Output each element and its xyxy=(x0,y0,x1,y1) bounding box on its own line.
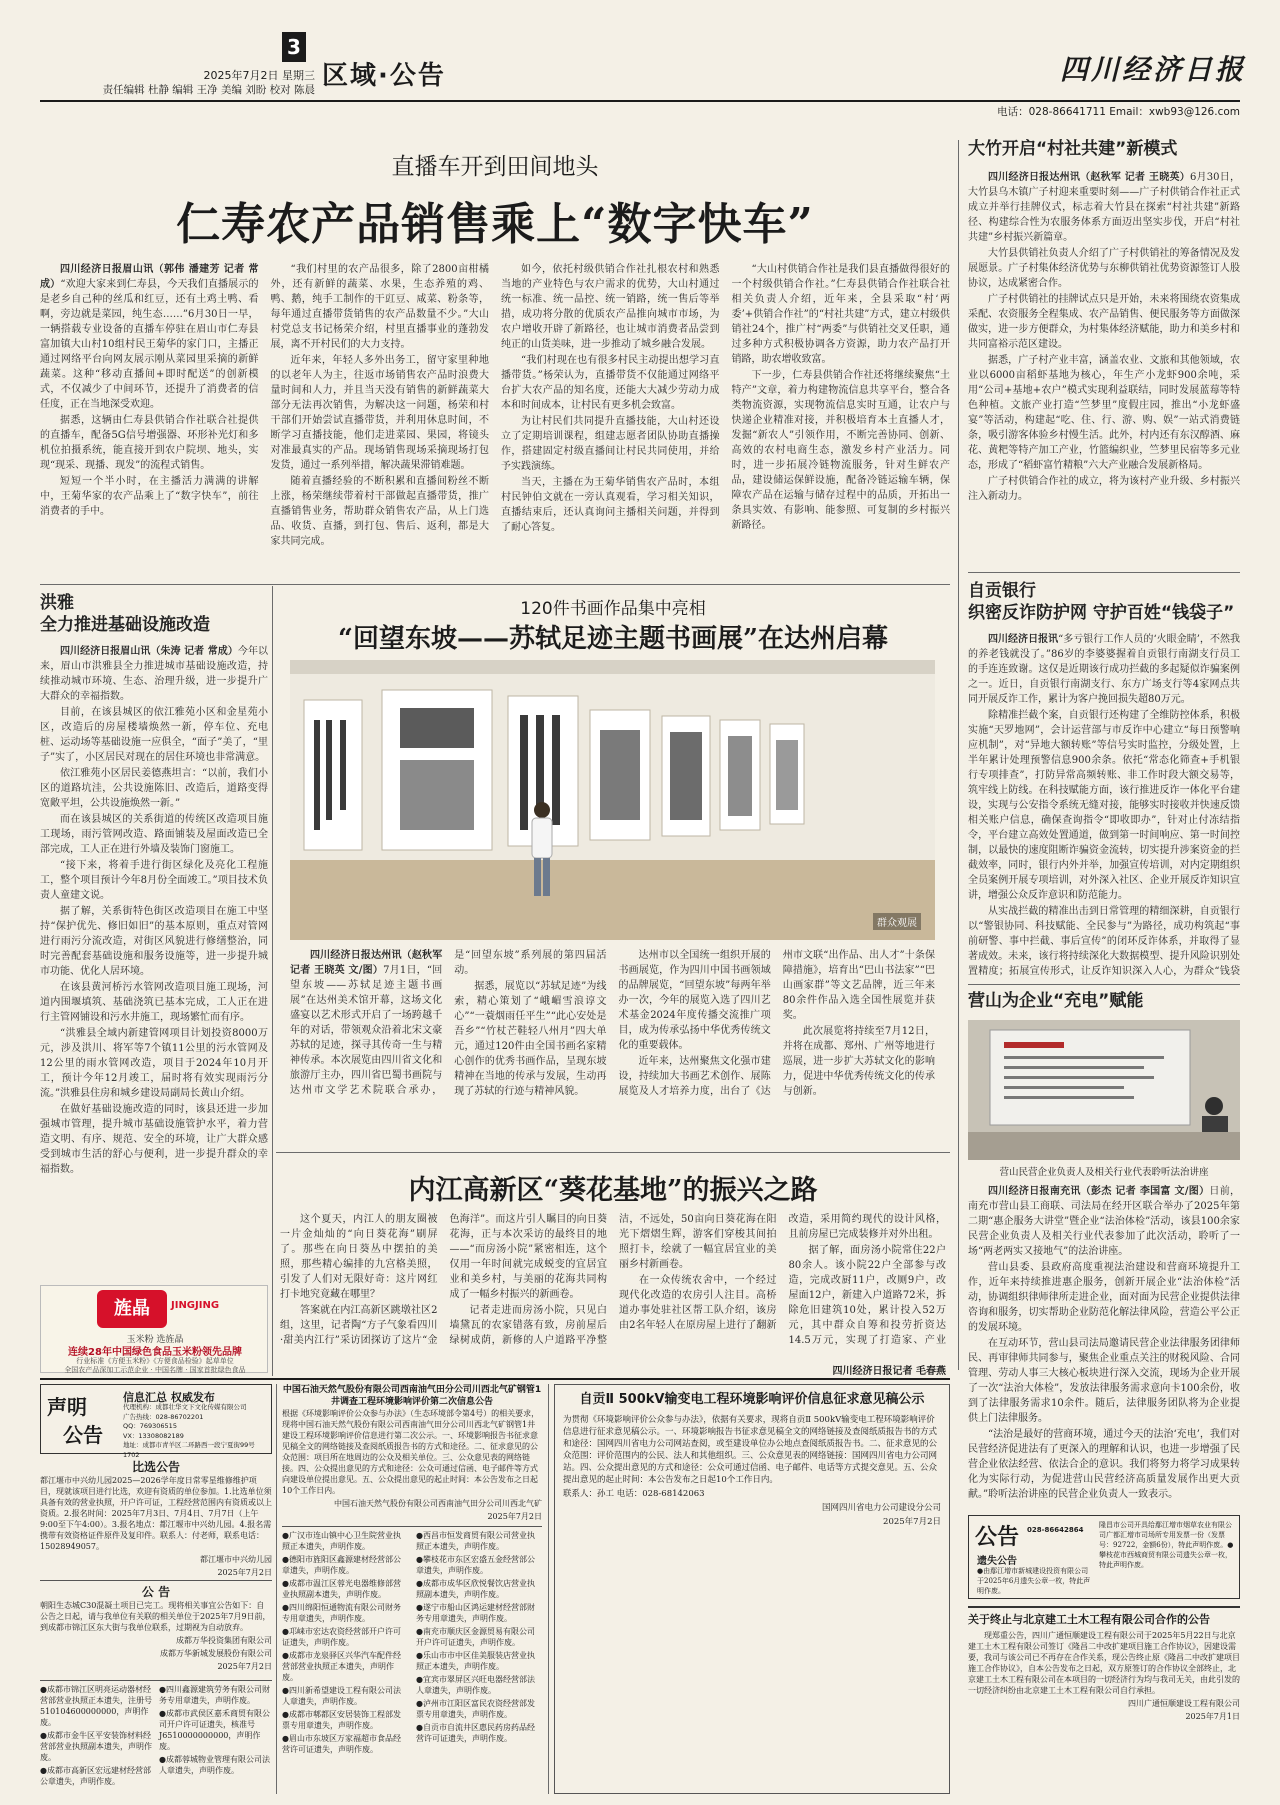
yingshan-title: 营山为企业“充电”赋能 xyxy=(968,991,1144,1011)
license-item: ●成都蓉城物业管理有限公司法人章遗失，声明作废。 xyxy=(159,1755,270,1775)
editors-line: 责任编辑 杜静 编辑 王净 美编 刘盼 校对 陈晨 xyxy=(102,84,315,96)
small-ad-item: ●成都市温江区蓉光电器维修部营业执照副本遗失，声明作废。 xyxy=(282,1579,401,1599)
license-item: ●成都市高新区宏远建材经营部公章遗失，声明作废。 xyxy=(40,1766,151,1786)
sunflower-headline: 内江高新区“葵花基地”的振兴之路 xyxy=(408,1175,818,1206)
small-ad-item: ●西昌市恒发商贸有限公司营业执照正本遗失，声明作废。 xyxy=(416,1531,535,1551)
zigong-title-1: 自贡银行 xyxy=(968,581,1036,601)
small-ad-item: ●德阳市旌阳区鑫源建材经营部公章遗失，声明作废。 xyxy=(282,1555,401,1575)
gonggao1-title: 公 告 xyxy=(40,1580,272,1600)
notice-col-b xyxy=(282,1384,542,1794)
gallery-illustration xyxy=(290,660,935,940)
jingjing-tag: 行业标准《方便玉米粉》《方便食品检验》起草单位 xyxy=(76,1357,234,1365)
gonggao1-body: 朝阳生态城C30混凝土项目已完工。现将相关事宜公告如下：自公告之日起，请与我单位有关联的相关单位于2025年7月9日前，到成都市锦江区东大街与我单位联系，过期视为自动放弃。 成都万华投资集团有限公司 成都万华新城发展股份有限公司 2025年7月2日 xyxy=(40,1601,272,1671)
env-title: 自贡Ⅱ 500kV输变电工程环境影响评价信息征求意见稿公示 xyxy=(579,1392,925,1407)
notice-divider-2 xyxy=(548,1384,549,1794)
small-ad-item: ●成都市成华区欣悦餐饮店营业执照副本遗失，声明作废。 xyxy=(416,1579,535,1599)
lead-headline: 仁寿农产品销售乘上“数字快车” xyxy=(176,199,814,250)
jingjing-tag2: 全国农产品深加工示范企业 · 中国名牌 · 国家首批绿色食品 xyxy=(64,1366,246,1374)
hongya-title-2: 全力推进基础设施改造 xyxy=(40,615,210,635)
page-number-badge: 3 xyxy=(282,32,306,62)
small-ad-item: ●宜宾市翠屏区兴旺电器经营部法人章遗失，声明作废。 xyxy=(416,1675,535,1695)
main-right-divider xyxy=(958,140,959,1370)
small-ad-item: ●成都市郫都区安居装饰工程部发票专用章遗失，声明作废。 xyxy=(282,1710,401,1730)
masthead: 四川经济日报 xyxy=(1060,53,1247,86)
small-ad-item: ●广汉市连山镇中心卫生院营业执照正本遗失，声明作废。 xyxy=(282,1531,401,1551)
hydro-title: 中国石油天然气股份有限公司西南油气田分公司川西北气矿钢管1井调查工程环境影响评价第二次信息公告 xyxy=(282,1385,542,1407)
shengming-label-2: 公告 xyxy=(63,1423,103,1447)
small-ad-item: ●乐山市市中区佳美服装店营业执照正本遗失，声明作废。 xyxy=(416,1651,535,1671)
notice-divider-1 xyxy=(276,1384,277,1794)
small-ads-grid xyxy=(282,1526,542,1786)
yishi-sub: 遗失公告 xyxy=(977,1556,1017,1567)
termination-signoff: 四川广通恒顺建设工程有限公司 xyxy=(1128,1699,1240,1708)
contact-line: 电话：028-86641711 Email：xwb93@126.com xyxy=(997,106,1240,118)
shengming-label-1: 声明 xyxy=(47,1395,87,1419)
license-item: ●成都市金牛区平安装饰材料经营部营业执照副本遗失，声明作废。 xyxy=(40,1731,152,1762)
zigong-bottom-rule xyxy=(968,984,1240,985)
license-list xyxy=(40,1680,272,1792)
page-header xyxy=(0,0,1280,118)
exhibit-bottom-rule xyxy=(276,1152,950,1153)
jingjing-logo: 旌晶 xyxy=(97,1290,167,1328)
yishi-label: 公告 xyxy=(975,1525,1020,1550)
sunflower-byline: 四川经济日报记者 毛春燕 xyxy=(832,1366,946,1377)
bixuan-title: 比选公告 xyxy=(131,1460,180,1474)
dazhu-section: 大竹开启“村社共建”新模式 四川经济日报达州讯（赵秋军 记者 王晓英）6月30日，大竹县乌木镇广子村迎来重要时刻——广子村供销合作社正式成立并举行挂牌仪式，标志着大竹县在探索“村社共建”新路径、构建综合性为农服务体系方面迈出坚实步伐，开启“村社共建”乡村振兴新篇章。 大竹县供销社负责人介绍了广子村供销社的筹备情况及发展愿景。广子村集体经济优势与东柳供销社优势资源签订人股协议，达成紧密合作。 广子村供销社的挂牌试点只是开始，未来将围绕农资集成采配、农资服务全程集成、农产品销售、便民服务等方面做深做实，进一步方便群众，为村集体经济赋能，助力和美乡村和共同富裕示范区建设。 据悉，广子村产业丰富，涵盖农业、文旅和其他领域，农业以6000亩稻虾基地为核心，年生产小龙虾900余吨，采用“公司+基地+农户”模式实现利益联结，同时发展蓝莓等特色种植。文旅产业打造“竺梦里”度假庄园，推出“小龙虾盛宴”等活动，构建起“吃、住、行、游、购、娱”一站式消费链条，吸引游客体验乡村慢生活。此外，村内还有东汉醇酒、麻花、黄粑等特产加工产业，竹篮编织业，竺梦里民宿等多元业态，形成了“稻虾富竹精粮”六大产业融合发展新格局。 广子村供销合作社的成立，将为该村产业升级、乡村振兴注入新动力。 xyxy=(968,139,1240,502)
yishi-body: ●由鄢江增市新城建设投资有限公司于2025年6月遗失公章一枚，特此声明作废。 xyxy=(977,1567,1091,1595)
license-item: ●成都市武侯区嘉禾商贸有限公司开户许可证遗失，核准号J6510000000000，声明作废。 xyxy=(159,1709,270,1751)
notice-col-c xyxy=(554,1384,950,1794)
jingjing-logo-en: JINGJING xyxy=(171,1300,220,1311)
jingjing-ad xyxy=(40,1285,268,1373)
env-body: 为贯彻《环境影响评价公众参与办法》，依据有关要求，现将自贡Ⅱ 500kV输变电工程环境影响评价信息进行征求意见稿公示。一、环境影响报告书征求意见稿全文的网络链接及查阅纸质报告书的方式和途径：国网四川省电力公司网站查阅，或至建设单位办公地点查阅纸质报告书。二、征求意见的公众范围：评价范围内的公民、法人和其他组织。三、公众意见表的网络链接：国网四川省电力公司网站。四、公众提出意见的方式和途径：公众可通过信函、电子邮件、电话等方式提交意见。五、公众提出意见的起止时间：本公告发布之日起10个工作日内。 联系人：孙工 电话：028-68142063 国网四川省电力公司建设分公司 2025年7月2日 xyxy=(563,1415,941,1527)
small-ad-item: ●攀枝花市东区宏盛五金经营部公章遗失，声明作废。 xyxy=(416,1555,535,1575)
small-ad-item: ●四川新希望建设工程有限公司法人章遗失，声明作废。 xyxy=(282,1686,401,1706)
lead-bottom-rule xyxy=(40,584,950,585)
yishi-right-body: 隆昌市公司开具给鄢江增市烟草农业有限公司广都汇增市司场所专用发票一份（发票号：92722，金额6份），特此声明作废。●攀枝花市西城商贸有限公司遗失公章一枚，特此声明作废。 xyxy=(1099,1521,1234,1569)
small-ad-item: ●遂宁市船山区鸿运建材经营部财务专用章遗失，声明作废。 xyxy=(416,1603,535,1623)
hydro-body: 根据《环境影响评价公众参与办法》（生态环境部令第4号）的相关要求，现将中国石油天然气股份有限公司西南油气田分公司川西北气矿钢管1井建设工程环境影响评价信息进行第二次公示。一、环境影响报告书征求意见稿全文的网络链接及查阅纸质报告书的方式和途径。二、征求意见的公众范围：项目所在地周边的公众及相关单位。三、公众意见表的网络链接。四、公众提出意见的方式和途径：公众可通过信函、电子邮件等方式向建设单位提出意见。五、公众提出意见的起止时间：本公告发布之日起10个工作日内。 中国石油天然气股份有限公司西南油气田分公司川西北气矿 2025年7月2日 xyxy=(282,1409,542,1521)
jingjing-slogan1: 玉米粉 选旌晶 xyxy=(126,1335,184,1345)
notices-top-rule xyxy=(40,1378,950,1380)
yishi-tel: 028-86642864 xyxy=(1027,1526,1084,1534)
termination-date: 2025年7月1日 xyxy=(1185,1712,1240,1721)
small-ad-item: ●眉山市东坡区万家福超市食品经营许可证遗失，声明作废。 xyxy=(282,1734,401,1754)
hongya-divider xyxy=(272,586,273,1376)
header-rule xyxy=(40,100,1240,102)
yingshan-section: 营山为企业“充电”赋能 营山民营企业负责人及相关行业代表聆听法治讲座 四川经济日报南充讯（彭杰 记者 李国富 文/图）日前，南充市营山县工商联、司法局在经开区联合举办了2025年第二期“惠企服务大讲堂”暨企业“法治体检”活动，该县100余家民营企业负责人及相关行业代表参加了此次活动，聆听了一场“两老两实又接地气”的法治讲座。 营山县委、县政府高度重视法治建设和营商环境提升工作，近年来持续推进惠企服务，创新开展企业“法治体检”活动，协调组织律师律所走进企业，面对面为民营企业提供法律咨询和服务，切实帮助企业防范化解法律风险，营造公平公正的发展环境。 在互动环节，营山县司法局邀请民营企业法律服务团律师民、再审律师共同参与，聚焦企业重点关注的财税风险、合同管理、劳动人事三大核心板块进行深入交流，现场为企业开展了一次“法治大体检”，发放法律服务需求意向卡100余份，收到了法律服务需求10余件。随后，法律服务团队将为企业提供上门法律服务。 “法治是最好的营商环境，通过今天的法治‘充电’，我们对民营经济促进法有了更深入的理解和认识，也进一步增强了民营企业依法经营、依法合企的意识。我们将努力将学习成果转化为实际行动，为促进营山民营经济高质量发展作出更大贡献。”聆听法治讲座的民营企业负责人一致表示。 xyxy=(968,991,1240,1500)
hongya-section xyxy=(40,592,268,1282)
shengming-contact: 代理机构：成都壮华文下文化传媒有限公司 广告热线：028-86702201 QQ：769306515 VX：13308082189 地址：成都市青羊区二环路西一段宁夏街99号1702 xyxy=(123,1403,255,1459)
license-item: ●四川鑫源建筑劳务有限公司财务专用章遗失，声明作废。 xyxy=(159,1685,270,1705)
shengming-box xyxy=(40,1384,272,1459)
lecture-illustration xyxy=(968,1020,1240,1160)
license-item: ●成都市锦江区明亮运动器材经营部营业执照正本遗失，注册号510104600000000，声明作废。 xyxy=(40,1685,152,1727)
exhibit-kicker: 120件书画作品集中亮相 xyxy=(520,599,706,619)
shengming-info-title: 信息汇总 权威发布 xyxy=(123,1391,215,1404)
lead-body: 四川经济日报眉山讯（郭伟 潘建芳 记者 常成）“欢迎大家来到仁寿县，今天我们直播展示的是老乡自己种的丝瓜和红豆，还有土鸡土鸭、看啊，旁边就是菜园，纯生态……”6月30日一早，一辆搭载专业设备的直播车停驻在眉山市仁寿县富加镇大山村10组村民王菊华的家门口，主播正通过网络平台向网友展示刚从菜园里采摘的新鲜蔬菜。这种“移动直播间+即时配送”的创新模式，不仅减少了中间环节，还提升了消费者的信任度，正在当地深受欢迎。 据悉，这辆由仁寿县供销合作社联合社提供的直播车，配备5G信号增强器、环形补光灯和多机位拍摄系统，能直接开到农户院坝、地头，实现“现采、现播、现发”的流程式销售。 短短一个半小时，在主播活力满满的讲解中，王菊华家的农产品乘上了“数字快车”，前往消费者的手中。 “我们村里的农产品很多，除了2800亩柑橘外，还有新鲜的蔬菜、水果，生态养殖的鸡、鸭、鹅，纯手工制作的干豇豆、咸菜、粉条等，每年通过直播带货销售的农产品数量不少。”大山村党总支书记杨荣介绍，村里直播事业的蓬勃发展，离不开村民们的大力支持。 近年来，年轻人多外出务工，留守家里种地的以老年人为主，往返市场销售农产品时浪费大量时间和人力，并且当天没有销售的新鲜蔬菜大部分无法再次销售，为解决这一问题，杨荣和村干部们开始尝试直播带货，并利用休息时间，不断学习直播技能，他们走进菜园、果园，将镜头对准最真实的产品。现场销售现场采摘现场打包发货，通过一系列举措，解决蔬果滞销难题。 随着直播经验的不断积累和直播间粉丝不断上涨，杨荣继续带着村干部做起直播带货，推广直播销售业务，帮助群众销售农产品，从上门选品、收货、直播，到打包、售后、返利，都是大家共同完成。 如今，依托村级供销合作社扎根农村和熟悉当地的产业特色与农户需求的优势，大山村通过统一标准、统一品控、统一销路，统一售后等举措，成功将分散的优质农产品推向城市市场，为农户增收开辟了新路径，也让城市消费者品尝到纯正的山货美味，进一步推动了城乡融合发展。 “我们村现在也有很多村民主动提出想学习直播带货。”杨荣认为，直播带货不仅能通过网络平台扩大农产品的知名度，还能大大减少劳动力成本和时间成本，让村民有更多机会致富。 为让村民们共同提升直播技能，大山村还设立了定期培训课程，组建志愿者团队协助直播操作，搭建固定村级直播间让村民共同使用，并给予实践演练。 当天，主播在为王菊华销售农产品时，本组村民钟伯文就在一旁认真观看，学习相关知识，直播结束后，还认真询问主播相关问题，并得到了耐心答复。 “大山村供销合作社是我们县直播做得很好的一个村级供销合作社。”仁寿县供销合作社联合社相关负责人介绍，近年来，全县采取“村‘两委’+供销合作社”的“村社共建”方式，建立村级供销社24个，推广村“两委”与供销社交叉任职，通过多种方式积极协调各方资源，助力农产品打开销路，助农增收致富。 下一步，仁寿县供销合作社还将继续聚焦“土特产”文章，着力构建物流信息共享平台，整合各类物流资源，实现物流信息实时互通，让农户与快递企业精准对接，并积极培育本土直播人才，发掘“新农人”引领作用，不断完善协同、创新、高效的农村电商生态，激发乡村产业活力。同时，进一步拓展冷链物流服务，针对生鲜农产品，建设储运保鲜设施，配备冷链运输车辆，保障农产品在运输与储存过程中的品质，开拓出一条具实效、有影响、能参照、可复制的乡村振兴新路径。 xyxy=(40,264,950,547)
yingshan-photo xyxy=(968,1020,1240,1160)
sunflower-body: 这个夏天，内江人的朋友圈被一片金灿灿的“向日葵花海”刷屏了。那些在向日葵丛中摆拍的美照，那些精心编排的九宫格美照，引发了人们对无限好奇：这片网红打卡地究竟藏在哪里？ 答案就在内江高新区跳墩社区2组，这里，记者陶“方子气象看四川·甜美内江行”采访团探访了这片“金色海洋”。而这片引人瞩目的向日葵花海，正与本次采访的最终目的地——“而房汤小院”紧密相连，这个仅用一年时间就完成蜕变的宜居宜业和美乡村，与美丽的花海共同构成了一幅乡村振兴的新画卷。 记者走进而房汤小院，只见白墙黛瓦的农家错落有致，房前屋后绿树成荫，新修的人户道路平净整洁，不远处，50亩向日葵花海在阳光下熠熠生辉，游客们穿梭其间拍照打卡，绘就了一幅宜居宜业的美丽乡村新画卷。 在一众传统农舍中，一个经过现代化改造的农房引人注目。高桥道办事处驻社区帮工队介绍，该房由2名年轻人在原房屋上进行了翻新改造，采用简约现代的设计风格，且前房屋已完成装修并对外出租。 据了解，面房汤小院常住22户80余人。该小院22户全部参与改造，完成改厨11户，改厕9户，改屋面12户，新建入户道路72米，拆除危旧建筑10处，累计投入52万元，其中群众自筹和投劳折资达14.5万元，实现了打造家、产业 xyxy=(280,1214,946,1346)
termination-title: 关于终止与北京建工土木工程有限公司合作的公告 xyxy=(968,1613,1210,1626)
hongya-body: 四川经济日报眉山讯（朱涛 记者 常成）今年以来，眉山市洪雅县全力推进城市基础设施改造，持续推动城市环境、生态、治理升级，进一步提升广大群众的幸福指数。 目前，在该县城区的依江雅苑小区和金星苑小区，改造后的房屋楼墙焕然一新，停车位、充电桩、运动场等基础设施一应俱全，“面子”美了，“里子”实了，小区居民对现在的居住环境也非常满意。 依江雅苑小区居民姜德燕坦言：“以前，我们小区的道路坑洼，公共设施陈旧、改造后，道路变得宽敞平坦，公共设施焕然一新。” 而在该县城区的关系街道的传统区改造项目施工现场，雨污管网改造、路面铺装及屋面改造已全部完成，工人正在进行外墙及装饰门窗施工。 “接下来，将着手进行街区绿化及亮化工程施工，整个项目预计今年8月份全面竣工。”项目技术负责人童建文说。 据了解，关系街特色街区改造项目在施工中坚持“保护优先、修旧如旧”的基本原则，重点对管网进行雨污分流改造，对街区风貌进行修缮整治，同时完善配套基础设施和服务设施等，进一步提升城市功能、优化人居环境。 在该县黄河桥污水管网改造项目施工现场，河道内围堰填筑、基础浇筑已基本完成，工人正在进行主管网铺设和污水井施工，现场繁忙而有序。 “洪雅县全域内新建管网项目计划投资8000万元，涉及洪川、将军等7个镇11公里的污水管网及12公里的雨水管网改造，项目于2024年10月开工，预计今年12月竣工，届时将有效实现雨污分流。”洪雅县住房和城乡建设局副局长黄山介绍。 在做好基础设施改造的同时，该县还进一步加强城市管理，提升城市基础设施管护水平，着力营造文明、有序、规范、安全的环境，让广大群众感受到城市生活的舒心与便利，进一步提升群众的幸福指数。 xyxy=(40,646,268,1175)
exhibition-photo xyxy=(290,660,935,940)
small-ad-item: ●成都市龙泉驿区兴华汽车配件经营部营业执照正本遗失，声明作废。 xyxy=(282,1651,401,1682)
small-ad-item: ●邛崃市宏达农资经营部开户许可证遗失，声明作废。 xyxy=(282,1627,401,1647)
lead-kicker: 直播车开到田间地头 xyxy=(391,154,599,180)
date-line: 2025年7月2日 星期三 xyxy=(203,69,315,82)
dazhu-bottom-rule xyxy=(968,572,1240,573)
small-ad-item: ●泸州市江阳区富民农资经营部发票专用章遗失，声明作废。 xyxy=(416,1699,535,1719)
termination-body: 现郑重公告，四川广通恒顺建设工程有限公司于2025年5月22日与北京建工土木工程有限公司签订《隆昌二中改扩建项目施工合作协议》，因建设需要，我司与该公司已不再存在合作关系，现公告终止原《隆昌二中改扩建项目施工合作协议》，自本公告发布之日起，双方原签订的合作协议全部终止，北京建工土木工程有限公司在本项目的一切经济行为均与我司无关，由此引发的一切经济纠纷由北京建工土木工程有限公司自行承担。 xyxy=(968,1631,1240,1695)
termination-notice xyxy=(968,1606,1240,1794)
exhibit-headline: “回望东坡——苏轼足迹主题书画展”在达州启幕 xyxy=(338,624,888,654)
hongya-title-1: 洪雅 xyxy=(40,593,74,613)
exhibit-photo-caption: 群众观展 xyxy=(873,913,921,930)
exhibit-body: 四川经济日报达州讯（赵秋军 记者 王晓英 文/图）7月1日，“回望东坡——苏轼足迹主题书画展”在达州美术馆开幕，这场文化盛宴以艺术形式开启了一场跨越千年的对话，带领观众沿着北宋文豪苏轼的足迹，探寻其传奇一生与精神传承。本次展览由四川省文化和旅游厅主办，四川省巴蜀书画院与达州市文学艺术院联合承办，是“回望东坡”系列展的第四届活动。 据悉，展览以“苏轼足迹”为线索，精心策划了“峨嵋雪浪谆文心”“一蓑烟雨任平生”“此心安处是吾乡”“竹杖芒鞋轻八州月”四大单元，通过120件由全国书画名家精心创作的优秀书画作品，呈现东坡精神在当地的传承与发展，生动再现了苏轼的行迹与精神风貌。 达州市以全国统一组织开展的书画展览，作为四川中国书画领域的品牌展览，“回望东坡”每两年举办一次，今年的展览入选了四川艺术基金2024年度传播交流推广项目，成为传承弘扬中华优秀传统文化的重要载体。 近年来，达州聚焦文化强市建设，持续加大书画艺术创作、展陈展览及人才培养力度，出台了《达州市文联“出作品、出人才”十条保障措施》，培育出“巴山书法家”“巴山画家群”等文艺品牌，近三年来80余件作品入选全国性展览并获奖。 此次展览将持续至7月12日，并将在成都、郑州、广州等地进行巡展，进一步扩大苏轼文化的影响力，促进中华优秀传统文化的传承与创新。 xyxy=(290,950,935,1097)
yishi-box xyxy=(968,1515,1240,1599)
yingshan-photo-caption: 营山民营企业负责人及相关行业代表聆听法治讲座 xyxy=(999,1167,1209,1178)
zigong-section: 自贡银行 织密反诈防护网 守护百姓“钱袋子” 四川经济日报讯“多亏银行工作人员的‘火眼金睛’，不然我的养老钱就没了。”86岁的李婆婆握着自贡银行南湖支行员工的手连连致谢。这仅是近期该行成功拦截的多起疑似诈骗案例之一。近日，自贡银行南湖支行、东方广场支行等4家网点共同开展反诈工作，累计为客户挽回损失超80万元。 除精准拦截个案，自贡银行还构建了全维防控体系，积极实施“天罗地网”，会计运营部与市反诈中心建立“每日预警响应机制”，对“异地大额转账”等信号实时监控，分级处置，上半年累计处理预警信息900余条。依托“常态化筛查+手机银行专项排查”，打防异常高频转账、非工作时段大额交易等，筑牢线上防线。在科技赋能方面，该行推进反诈一体化平台建设，实现与公安指令系统无缝对接，能够实时接收并快速反馈相关账户信息，确保查询指令“即收即办”，针对止付冻结指令，平台建立高效处置通道，做到第一时间响应、第一时间控制，以最快的速度阻断诈骗资金流转，切实提升涉案资金的拦截效率，同时，银行内外并举，加强宣传培训，对内定期组织全员案例开展专项培训，对外深入社区、企业开展反诈知识宣讲，增强公众反诈意识和防范能力。 从实战拦截的精准出击到日常管理的精细深耕，自贡银行以“警银协同、科技赋能、全民参与”为路径，成功构筑起“事前研警、事中拦截、事后宣传”的闭环反诈体系，并取得了显著成效。未来，该行将持续深化大数据模型、提升风险识别处置精度；拓展宣传形式，让反诈知识深入人心，为群众“钱袋 xyxy=(968,581,1240,977)
bixuan-body: 都江堰市中兴幼儿园2025—2026学年度日常零星维修维护项目，现就该项目进行比选，欢迎有资质的单位参加。1.比选单位须具备有效的营业执照，开户许可证，工程经营范围内有资质或以上资质。2.报名时间：2025年7月3日、7月4日、7月7日（上午9:00至下午4:00）。3.报名地点：都江堰市中兴幼儿园。4.报名需携带有效资格证件原件及复印件。联系人：付老师，联系电话：15028949057。 都江堰市中兴幼儿园 2025年7月2日 xyxy=(40,1476,272,1577)
dazhu-title: 大竹开启“村社共建”新模式 xyxy=(968,139,1178,159)
section-title: 区域·公告 xyxy=(322,61,446,91)
jingjing-slogan2: 连续28年中国绿色食品玉米粉领先品牌 xyxy=(68,1347,242,1358)
small-ad-item: ●自贡市自流井区惠民药房药品经营许可证遗失，声明作废。 xyxy=(416,1723,535,1743)
small-ad-item: ●南充市顺庆区金源贸易有限公司开户许可证遗失，声明作废。 xyxy=(416,1627,535,1647)
lead-byline: 四川经济日报眉山讯（郭伟 潘建芳 记者 常成） xyxy=(40,264,259,290)
zigong-title-2: 织密反诈防护网 守护百姓“钱袋子” xyxy=(968,603,1235,623)
small-ad-item: ●四川绵阳恒通物流有限公司财务专用章遗失，声明作废。 xyxy=(282,1603,401,1623)
